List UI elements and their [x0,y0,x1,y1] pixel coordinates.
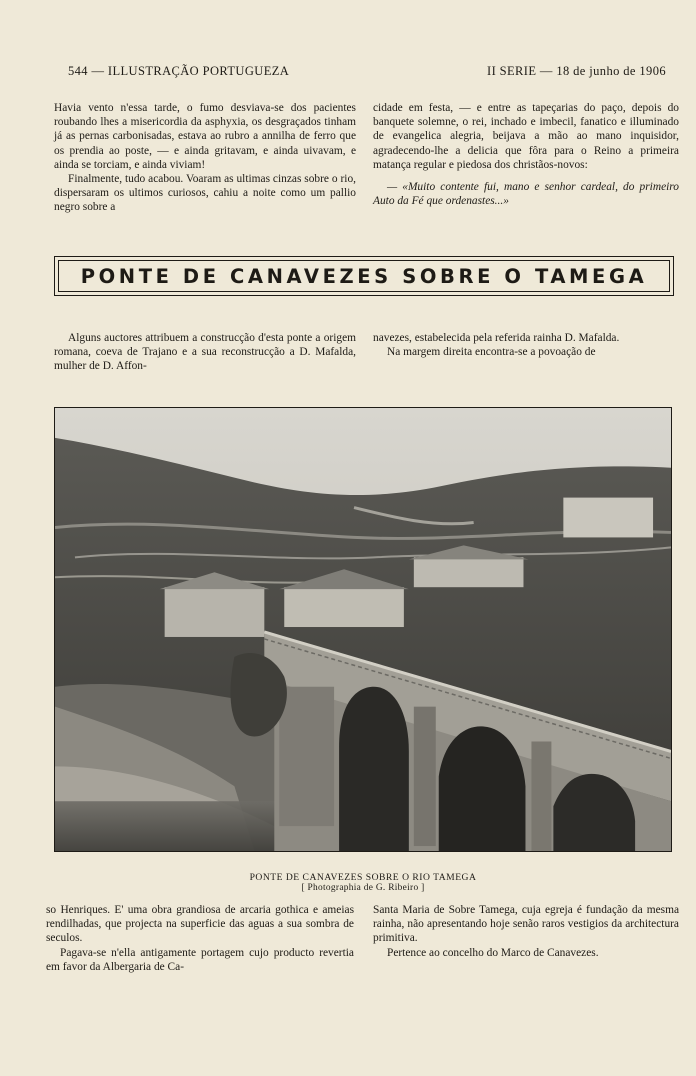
paragraph: Havia vento n'essa tarde, o fumo desviava-se dos pacientes roubando lhes a misericordia da asphyxia, os desgraçados tinham já as pernas carbonisadas, estava ao rubro a annilha de ferro que os prendia ao poste, — e ainda gritavam, e ainda uivavam, e ainda se torciam, e ainda viviam! [54,102,356,171]
issue-date: II SERIE — 18 de junho de 1906 [487,64,666,78]
photo-credit: [ Photographia de G. Ribeiro ] [301,883,425,893]
running-header [68,64,666,82]
paragraph: Na margem direita encontra-se a povoação de [387,346,596,359]
article-intro-right [373,331,679,359]
paragraph: cidade em festa, — e entre as tapeçarias do paço, depois do banquete solemne, o rei, inchado e imbecil, fanatico e illuminado de evangelica alegria, beijava a mão ao mano inquisidor, agradecendo-lhe a delicia que fôra para o Reino a primeira matança regular e piedosa dos christãos-novos: [373,102,679,171]
bridge-photograph [54,407,672,852]
bridge-photo-illustration [55,408,671,851]
page-number-and-title: 544 — ILLUSTRAÇÃO PORTUGUEZA [68,64,290,78]
paragraph: navezes, estabelecida pela referida rainha D. Mafalda. [373,332,620,344]
paragraph: so Henriques. E' uma obra grandiosa de arcaria gothica e ameias rendilhadas, que projecta na superficie das aguas a sua sombra de seculos. [46,904,354,945]
paragraph: Santa Maria de Sobre Tamega, cuja egreja é fundação da mesma rainha, não apresentando hoje senão raros vestigios da architectura primitiva. [373,904,679,945]
article-title: PONTE DE CANAVEZES SOBRE O TAMEGA [80,264,648,288]
previous-article-right-column [373,101,679,208]
photo-caption: PONTE DE CANAVEZES SOBRE O RIO TAMEGA [249,872,477,883]
article-title-box [54,256,674,296]
paragraph: Finalmente, tudo acabou. Voaram as ultimas cinzas sobre o rio, dispersaram os ultimos curiosos, cahiu a noite como um pallio negro sobre a [54,173,356,214]
article-intro-left [54,331,356,374]
king-quote: — «Muito contente fui, mano e senhor cardeal, do primeiro Auto da Fé que ordenastes...» [373,181,679,208]
previous-article-left-column [54,101,356,215]
paragraph: Pertence ao concelho do Marco de Canavezes. [387,946,599,959]
paragraph: Pagava-se n'ella antigamente portagem cujo producto revertia em favor da Albergaria de Ca- [46,946,354,973]
article-end-right [373,903,679,960]
article-end-left [46,903,354,974]
paragraph: Alguns auctores attribuem a construcção d'esta ponte a origem romana, coeva de Trajano e a sua reconstrucção a D. Mafalda, mulher de D. Affon- [54,332,356,373]
